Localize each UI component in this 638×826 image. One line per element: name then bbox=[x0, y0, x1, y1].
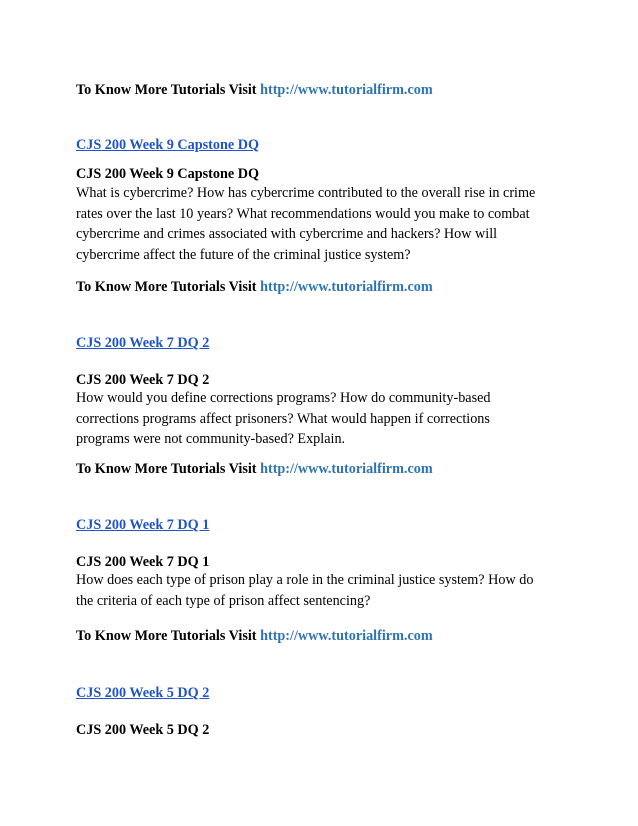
promo-line bbox=[76, 277, 433, 297]
section-title: CJS 200 Week 7 DQ 1 bbox=[76, 554, 210, 570]
promo-line bbox=[76, 80, 433, 100]
promo-line bbox=[76, 626, 433, 646]
promo-url-link[interactable]: http://www.tutorialfirm.com bbox=[260, 82, 433, 98]
section-body: How does each type of prison play a role in the criminal justice system? How do the criteria of each type of prison affect sentencing? bbox=[76, 572, 534, 609]
promo-text: To Know More Tutorials Visit bbox=[76, 628, 257, 644]
promo-url-link[interactable]: http://www.tutorialfirm.com bbox=[260, 628, 433, 644]
promo-url-link[interactable]: http://www.tutorialfirm.com bbox=[260, 279, 433, 295]
section-body: What is cybercrime? How has cybercrime contributed to the overall rise in crime rates over the last 10 years? What recommendations would you make to combat cybercrime and crimes associated with cybercrime and hackers? How will cybercrime affect the future of the criminal justice system? bbox=[76, 185, 536, 263]
promo-url-link[interactable]: http://www.tutorialfirm.com bbox=[260, 461, 433, 477]
promo-text: To Know More Tutorials Visit bbox=[76, 82, 257, 98]
promo-text: To Know More Tutorials Visit bbox=[76, 461, 257, 477]
section-heading-link[interactable]: CJS 200 Week 7 DQ 1 bbox=[76, 517, 210, 533]
section-title: CJS 200 Week 5 DQ 2 bbox=[76, 722, 210, 738]
section-heading-link[interactable]: CJS 200 Week 5 DQ 2 bbox=[76, 685, 210, 701]
section-heading-link[interactable]: CJS 200 Week 7 DQ 2 bbox=[76, 335, 210, 351]
promo-line bbox=[76, 459, 433, 479]
section-title: CJS 200 Week 7 DQ 2 bbox=[76, 372, 210, 388]
promo-text: To Know More Tutorials Visit bbox=[76, 279, 257, 295]
section-heading-link[interactable]: CJS 200 Week 9 Capstone DQ bbox=[76, 137, 260, 153]
section-body: How would you define corrections programs? How do community-based corrections programs affect prisoners? What would happen if corrections programs were not community-based? Explain. bbox=[76, 390, 491, 447]
section-title: CJS 200 Week 9 Capstone DQ bbox=[76, 166, 260, 182]
